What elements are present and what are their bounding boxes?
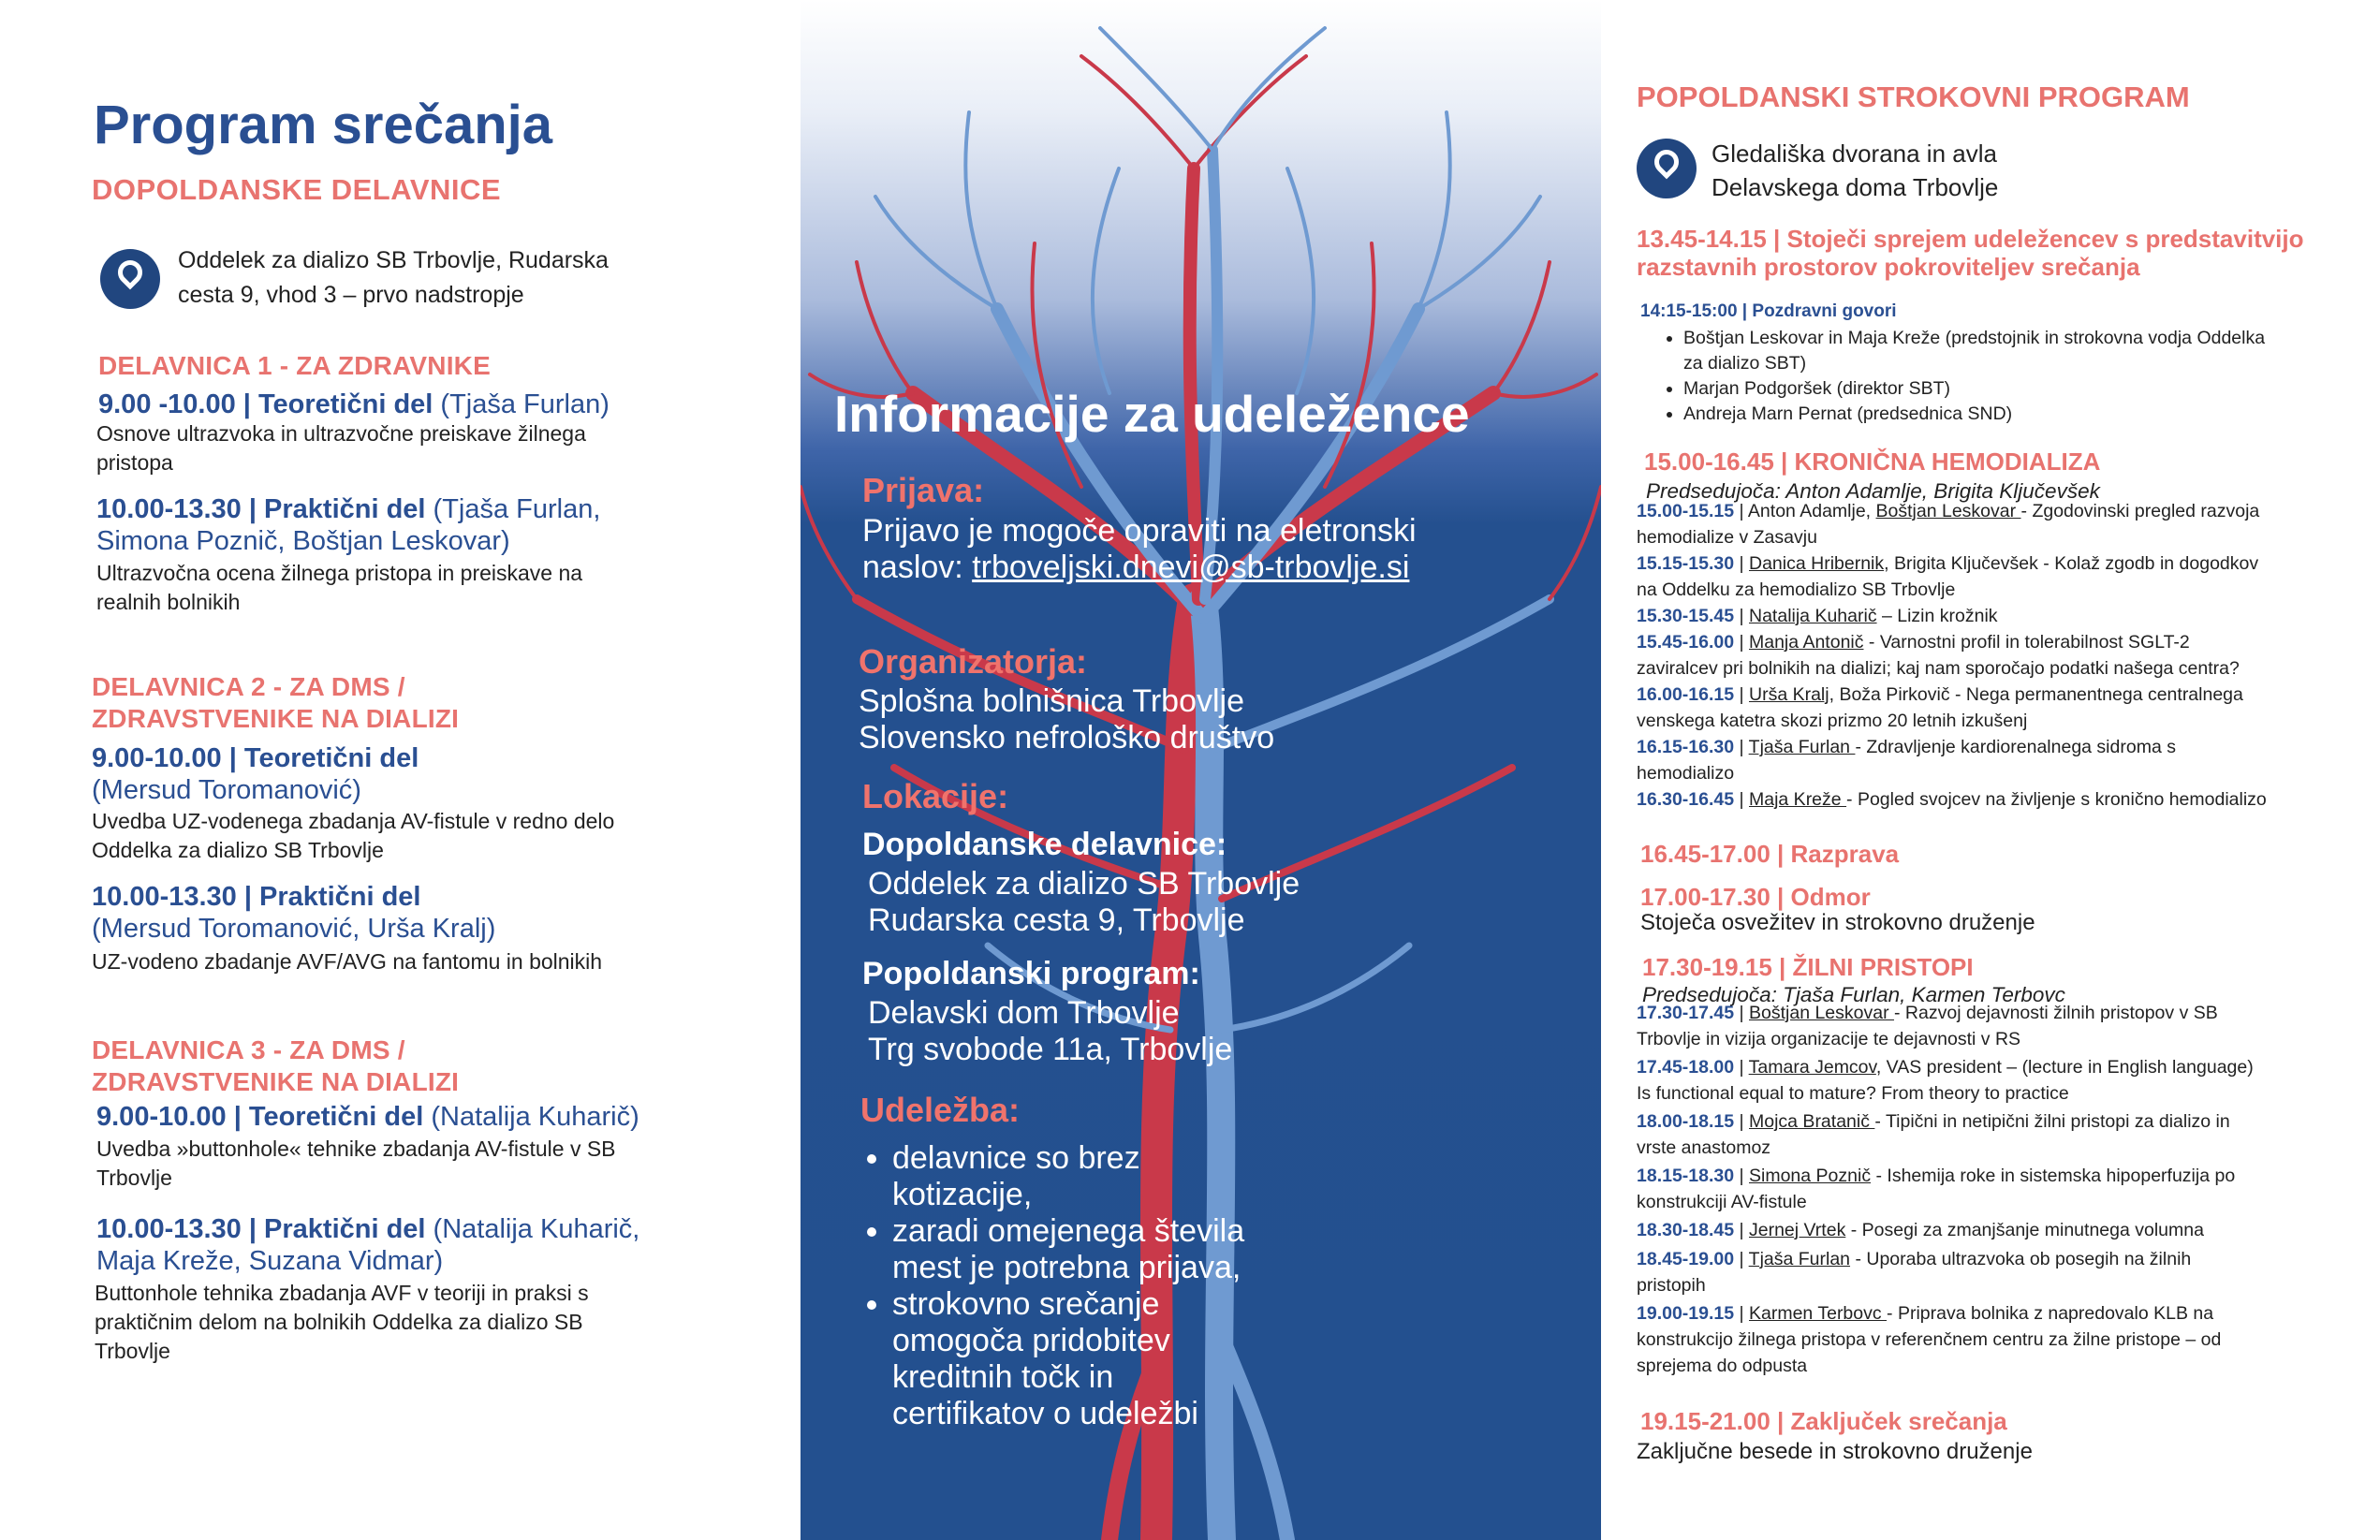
organizers-text: Splošna bolnišnica Trbovlje Slovensko nefrološko društvo: [859, 683, 1275, 755]
page-title: Program srečanja: [94, 95, 553, 155]
hemodialysis-heading: 15.00-16.45 | KRONIČNA HEMODIALIZA: [1644, 447, 2101, 476]
talk-item: 15.30-15.45 | Natalija Kuharič – Lizin krožnik: [1637, 606, 1998, 626]
talk-time: 16.30-16.45: [1637, 789, 1735, 810]
talk-speaker: Jernej Vrtek: [1749, 1220, 1846, 1240]
discussion-slot: 16.45-17.00 | Razprava: [1640, 840, 1900, 868]
talk-item: 18.15-18.30 | Simona Poznič - Ishemija roke in sistemska hipoperfuzija po konstrukciji AV-fistule: [1637, 1166, 2236, 1212]
talk-time: 15.15-15.30: [1637, 553, 1735, 574]
afternoon-location: Gledališka dvorana in avla Delavskega doma Trbovlje: [1712, 139, 1999, 201]
left-panel: [0, 0, 801, 1540]
attendance-list: [855, 1140, 1267, 1432]
vascular-access-chairs: Predsedujoča: Tjaša Furlan, Karmen Terbovc: [1642, 983, 2065, 1006]
workshop-2-slot-2: 10.00-13.30 | Praktični del (Mersud Toromanović, Urša Kralj): [92, 882, 496, 944]
talk-speaker: Boštjan Leskovar: [1749, 1003, 1895, 1023]
talk-time: 18.30-18.45: [1637, 1220, 1735, 1240]
talk-item: 16.15-16.30 | Tjaša Furlan - Zdravljenje kardiorenalnega sidroma s hemodializo: [1637, 737, 2176, 784]
workshop-2-slot-2-desc: UZ-vodeno zbadanje AVF/AVG na fantomu in bolnikih: [92, 949, 603, 974]
talk-item: 15.00-15.15 | Anton Adamlje, Boštjan Leskovar - Zgodovinski pregled razvoja hemodialize v Zasavju: [1637, 501, 2260, 548]
workshop-2-slot-1-desc: Uvedba UZ-vodenega zbadanja AV-fistule v redno delo Oddelka za dializo SB Trbovlje: [92, 809, 615, 862]
talk-speaker: Tamara Jemcov: [1748, 1057, 1876, 1078]
closing-slot: 19.15-21.00 | Zaključek srečanja: [1640, 1407, 2007, 1435]
talk-speaker: Tjaša Furlan: [1748, 737, 1856, 757]
talk-time: 18.00-18.15: [1637, 1111, 1735, 1132]
talk-speaker: Mojca Bratanič: [1749, 1111, 1875, 1132]
talk-speaker: Urša Kralj: [1749, 684, 1829, 705]
talk-time: 15.30-15.45: [1637, 606, 1735, 626]
talk-speaker: Boštjan Leskovar: [1875, 501, 2021, 521]
talk-item: 18.30-18.45 | Jernej Vrtek - Posegi za zmanjšanje minutnega volumna: [1637, 1220, 2204, 1240]
talk-time: 16.15-16.30: [1637, 737, 1735, 757]
attendance-item: • delavnice so brez kotizacije,: [892, 1140, 1267, 1213]
talk-speaker: Natalija Kuharič: [1749, 606, 1877, 626]
talk-speaker: Karmen Terbovc: [1749, 1302, 1888, 1324]
registration-heading: Prijava:: [862, 471, 985, 509]
workshop-3-heading: DELAVNICA 3 - ZA DMS / ZDRAVSTVENIKE NA DIALIZI: [92, 1035, 460, 1096]
organizers-heading: Organizatorja:: [859, 642, 1088, 681]
talk-item: 17.30-17.45 | Boštjan Leskovar - Razvoj dejavnosti žilnih pristopov v SB Trbovlje in vizija organizacije te dejavnosti v RS: [1637, 1003, 2218, 1049]
workshop-3-slot-2-desc: Buttonhole tehnika zbadanja AVF v teoriji in praksi s praktičnim delom na bolnikih Oddelka za dializo SB Trbovlje: [95, 1281, 589, 1363]
afternoon-location-heading: Popoldanski program:: [862, 956, 1200, 991]
hemodialysis-chairs: Predsedujoča: Anton Adamlje, Brigita Ključevšek: [1646, 479, 2100, 503]
talk-speaker: Manja Antonič: [1749, 632, 1864, 653]
info-title: Informacije za udeležence: [834, 385, 1470, 443]
talk-time: 15.00-15.15: [1637, 501, 1735, 521]
break-slot: 17.00-17.30 | Odmor: [1640, 883, 1871, 911]
talk-speaker: Simona Poznič: [1749, 1166, 1872, 1186]
morning-location-heading: Dopoldanske delavnice:: [862, 827, 1227, 862]
registration-email-link[interactable]: trboveljski.dnevi@sb-trbovlje.si: [972, 550, 1410, 585]
talk-speaker: Danica Hribernik: [1749, 553, 1885, 574]
workshop-3-slot-1: 9.00-10.00 | Teoretični del (Natalija Kuharič): [96, 1102, 639, 1132]
workshop-1-heading: DELAVNICA 1 - ZA ZDRAVNIKE: [98, 351, 491, 380]
talk-item: 17.45-18.00 | Tamara Jemcov, VAS president – (lecture in English language) Is functional equal to mature? From theory to practice: [1637, 1057, 2254, 1104]
greetings-heading: 14:15-15:00 | Pozdravni govori: [1640, 301, 1897, 321]
talk-time: 19.00-19.15: [1637, 1302, 1735, 1324]
location-pin-icon: [100, 249, 160, 309]
morning-location: Oddelek za dializo SB Trbovlje, Rudarska cesta 9, vhod 3 – prvo nadstropje: [178, 247, 609, 308]
workshop-1-slot-2-desc: Ultrazvočna ocena žilnega pristopa in preiskave na realnih bolnikih: [96, 561, 583, 614]
afternoon-program-heading: POPOLDANSKI STROKOVNI PROGRAM: [1637, 81, 2190, 113]
talk-time: 18.45-19.00: [1637, 1248, 1735, 1269]
attendance-item: • zaradi omejenega števila mest je potrebna prijava,: [892, 1213, 1267, 1286]
talk-item: 19.00-19.15 | Karmen Terbovc - Priprava bolnika z napredovalo KLB na konstrukcijo žilnega pristopa v referenčnem centru za žilne pristope – od sprejema do odpusta: [1637, 1302, 2222, 1376]
talk-item: 18.00-18.15 | Mojca Bratanič - Tipični in netipični žilni pristopi za dializo in vrste anastomoz: [1637, 1111, 2230, 1158]
workshop-3-slot-2: 10.00-13.30 | Praktični del (Natalija Kuharič, Maja Kreže, Suzana Vidmar): [96, 1214, 640, 1276]
greetings-list: • Boštjan Leskovar in Maja Kreže (predstojnik in strokovna vodja Oddelka za dializo SBT) • Marjan Podgoršek (direktor SBT) • Andreja Marn Pernat (predsednica SND): [1657, 326, 2378, 427]
talk-item: 16.00-16.15 | Urša Kralj, Boža Pirkovič - Nega permanentnega centralnega venskega katetra skozi prizmo 20 letnih izkušenj: [1637, 684, 2243, 731]
workshop-3-slot-1-desc: Uvedba »buttonhole« tehnike zbadanja AV-fistule v SB Trbovlje: [96, 1137, 616, 1190]
right-panel: [1601, 0, 2380, 1540]
workshop-1-slot-2: 10.00-13.30 | Praktični del (Tjaša Furlan, Simona Poznič, Boštjan Leskovar): [96, 494, 601, 556]
talk-time: 17.45-18.00: [1637, 1057, 1735, 1078]
info-panel: [801, 0, 1601, 1540]
talk-time: 18.15-18.30: [1637, 1166, 1735, 1186]
location-pin-icon: [1637, 139, 1697, 198]
talk-item: 15.15-15.30 | Danica Hribernik, Brigita Ključevšek - Kolaž zgodb in dogodkov na Oddelku za hemodializo SB Trbovlje: [1637, 553, 2259, 600]
reception-slot: 13.45-14.15 | Stoječi sprejem udeležencev s predstavitvijo razstavnih prostorov pokroviteljev srečanja: [1637, 225, 2304, 281]
workshop-1-slot-1: 9.00 -10.00 | Teoretični del (Tjaša Furlan): [98, 389, 610, 419]
workshop-2-heading: DELAVNICA 2 - ZA DMS / ZDRAVSTVENIKE NA DIALIZI: [92, 672, 460, 733]
break-desc: Stoječa osvežitev in strokovno druženje: [1640, 910, 2035, 935]
talk-time: 17.30-17.45: [1637, 1003, 1735, 1023]
attendance-item: • strokovno srečanje omogoča pridobitev kreditnih točk in certifikatov o udeležbi: [892, 1286, 1267, 1432]
workshop-1-slot-1-desc: Osnove ultrazvoka in ultrazvočne preiskave žilnega pristopa: [96, 421, 586, 475]
closing-desc: Zaključne besede in strokovno druženje: [1637, 1439, 2033, 1464]
talk-time: 16.00-16.15: [1637, 684, 1735, 705]
talk-item: 15.45-16.00 | Manja Antonič - Varnostni profil in tolerabilnost SGLT-2 zaviralcev pri bolnikih na dializi; kaj nam sporočajo podatki našega centra?: [1637, 632, 2240, 679]
afternoon-location-text: Delavski dom Trbovlje Trg svobode 11a, Trbovlje: [868, 995, 1233, 1067]
talk-time: 15.45-16.00: [1637, 632, 1735, 653]
vascular-access-heading: 17.30-19.15 | ŽILNI PRISTOPI: [1642, 953, 1974, 981]
workshop-2-slot-1: 9.00-10.00 | Teoretični del (Mersud Toromanović): [92, 743, 419, 805]
attendance-heading: Udeležba:: [860, 1091, 1021, 1129]
morning-location-text: Oddelek za dializo SB Trbovlje Rudarska cesta 9, Trbovlje: [868, 866, 1300, 938]
talk-item: 18.45-19.00 | Tjaša Furlan - Uporaba ultrazvoka ob posegih na žilnih pristopih: [1637, 1248, 2192, 1296]
talk-item: 16.30-16.45 | Maja Kreže - Pogled svojcev na življenje s kronično hemodializo: [1637, 789, 2267, 810]
locations-heading: Lokacije:: [862, 777, 1009, 815]
morning-workshops-heading: DOPOLDANSKE DELAVNICE: [92, 173, 502, 206]
talk-speaker: Maja Kreže: [1749, 789, 1847, 810]
registration-text: Prijavo je mogoče opraviti na eletronski naslov: trboveljski.dnevi@sb-trbovlje.si: [862, 513, 1417, 585]
talk-speaker: Tjaša Furlan: [1748, 1248, 1851, 1269]
